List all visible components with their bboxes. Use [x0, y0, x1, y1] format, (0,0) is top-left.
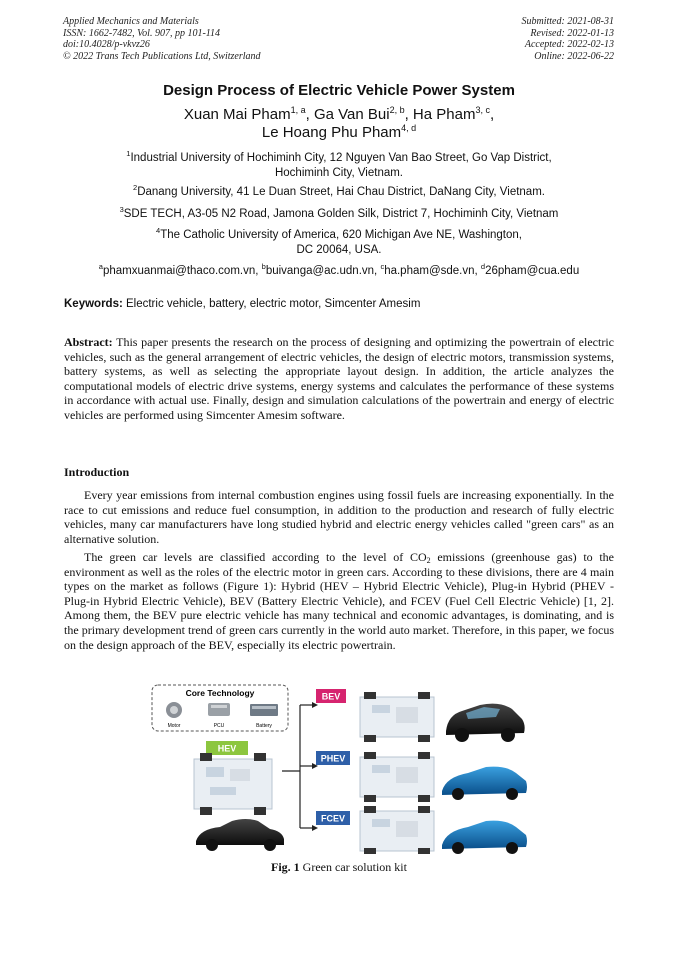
motor-icon	[166, 702, 182, 718]
online-date: Online: 2022-06-22	[534, 50, 614, 62]
email-sup: d	[480, 262, 486, 271]
keywords-text: Electric vehicle, battery, electric motor, Simcenter Amesim	[122, 298, 421, 310]
author-name: Ga Van Bui	[313, 106, 390, 123]
author-sep: ,	[489, 106, 495, 123]
journal-name: Applied Mechanics and Materials	[63, 16, 199, 27]
affiliation-sup: 4	[156, 226, 161, 235]
author-name: Xuan Mai Pham	[183, 106, 291, 123]
author-name: Le Hoang Phu Pham	[261, 124, 402, 141]
phev-car-image	[442, 767, 527, 800]
fcev-car-image	[442, 821, 527, 854]
figure-caption	[0, 860, 678, 875]
caption-text: Green car solution kit	[299, 860, 407, 874]
affiliation	[0, 228, 678, 257]
affiliation-sup: 2	[133, 183, 138, 192]
author-sup: 4, d	[401, 123, 417, 133]
bev-chassis-diagram	[360, 692, 434, 742]
hev-chassis-diagram	[194, 753, 272, 815]
affiliation-line: Danang University, 41 Le Duan Street, Hai Chau District, DaNang City, Vietnam.	[137, 186, 545, 198]
author-emails: $^a$phamxuanmai@thaco.com.vn, $^b$buivanga@ac.udn.vn, $^c$ha.pham@sde.vn, $^d$26pham@cua.edu	[98, 262, 580, 277]
author-sup: 2, b	[389, 105, 405, 115]
affiliation	[0, 207, 678, 222]
phev-chassis-diagram	[360, 752, 434, 802]
affiliation-line: Hochiminh City, Vietnam.	[274, 166, 404, 179]
affiliation-line: The Catholic University of America, 620 Michigan Ave NE, Washington,	[160, 229, 522, 241]
affiliation-line: Industrial University of Hochiminh City, 12 Nguyen Van Bao Street, Go Vap District,	[130, 152, 552, 164]
author-sup: 1, a	[290, 105, 306, 115]
hev-label: HEV	[217, 743, 237, 754]
bev-label: BEV	[321, 691, 341, 702]
email-link[interactable]: phamxuanmai@thaco.com.vn	[102, 265, 256, 277]
paper-title: Design Process of Electric Vehicle Power System	[163, 82, 515, 99]
abstract-label: Abstract:	[64, 335, 113, 349]
keywords-label: Keywords:	[64, 298, 123, 310]
affiliation	[0, 185, 678, 200]
author-list	[0, 106, 678, 142]
intro-text: The green car levels are classified according to the level of CO	[84, 550, 427, 564]
journal-header-right	[522, 16, 615, 62]
intro-paragraph-1: Every year emissions from internal combustion engines using fossil fuels are increasing exponentially. In the race to cut emissions and reduce fuel consumption, in addition to the production and research of fully electric vehicles, many car manufacturers have long studied hybrid and electric energy vehicles called "green cars" as an alternative solution.	[64, 488, 614, 546]
affiliation-line: SDE TECH, A3-05 N2 Road, Jamona Golden Silk, District 7, Hochiminh City, Vietnam	[123, 208, 559, 220]
affiliation-sup: 3	[119, 205, 124, 214]
copyright-line: © 2022 Trans Tech Publications Ltd, Switzerland	[63, 50, 261, 62]
email-link[interactable]: buivanga@ac.udn.vn	[265, 265, 375, 277]
doi-line: doi:10.4028/p-vkvz26	[63, 39, 150, 50]
accepted-date: Accepted: 2022-02-13	[524, 39, 614, 50]
email-sup: c	[380, 262, 385, 271]
pcu-icon	[208, 703, 230, 716]
intro-paragraph-2	[64, 550, 614, 652]
co2-subscript: 2	[426, 556, 431, 565]
keywords	[64, 298, 624, 310]
caption-label: Fig. 1	[271, 860, 300, 874]
submitted-date: Submitted: 2021-08-31	[521, 16, 614, 27]
figure-green-car-kit	[150, 683, 530, 855]
journal-header-left	[63, 16, 261, 62]
author-name: Ha Pham	[412, 106, 476, 123]
battery-icon	[250, 704, 278, 716]
fcev-chassis-diagram	[360, 806, 434, 854]
bev-car-image	[446, 704, 525, 742]
hev-car-image	[196, 819, 284, 851]
author-sup: 3, c	[475, 105, 490, 115]
email-sup: a	[98, 262, 103, 271]
issn-line: ISSN: 1662-7482, Vol. 907, pp 101-114	[63, 27, 221, 39]
core-item-label: Motor	[167, 723, 181, 729]
flow-arrows	[282, 705, 314, 828]
core-technology-title: Core Technology	[185, 688, 255, 698]
abstract	[64, 335, 614, 423]
section-heading-introduction: Introduction	[64, 465, 130, 479]
email-link[interactable]: ha.pham@sde.vn	[384, 265, 475, 277]
affiliation-line: DC 20064, USA.	[296, 243, 382, 256]
email-sup: b	[261, 262, 266, 271]
abstract-text: This paper presents the research on the process of designing and optimizing the powertrain of electric vehicles, such as the general arrangement of electric vehicles, the design of electric motors, transmission systems, battery systems, as well as selecting the appropriate layout design. In addition, the article analyzes the computational models of electric drive systems, energy systems and calculates the performance of these systems in accordance with actual use. Finally, design and simulation calculations of the powertrain and energy of electric vehicles are performed using Simcenter Amesim software.	[64, 335, 614, 422]
affiliation	[0, 151, 678, 180]
phev-label: PHEV	[320, 753, 346, 764]
email-link[interactable]: 26pham@cua.edu	[485, 265, 580, 277]
author-sep: ,	[404, 106, 413, 123]
affiliation-sup: 1	[126, 149, 131, 158]
core-item-label: Battery	[256, 723, 272, 729]
intro-text: emissions (greenhouse gas) to the environment as well as the roles of the electric motor in green cars. According to these divisions, there are 4 main types on the market as follows (Figure 1): Hybrid (HEV – Hybrid Electric Vehicle), Plug-in Hybrid (PHEV - Plug-in Hybrid Electric Vehicle), BEV (Battery Electric Vehicle), and FCEV (Fuel Cell Electric Vehicle) [1, 2]. Among them, the BEV pure electric vehicle has many technical and economic advantages, is dominating, and is the primary development trend of green cars currently in the world auto market. Therefore, in this paper, we focus on the design approach of the BEV, especially its electric powertrain.	[64, 550, 615, 652]
fcev-label: FCEV	[320, 813, 346, 824]
core-item-label: PCU	[213, 723, 225, 729]
revised-date: Revised: 2022-01-13	[530, 27, 614, 39]
author-sep: ,	[305, 106, 314, 123]
